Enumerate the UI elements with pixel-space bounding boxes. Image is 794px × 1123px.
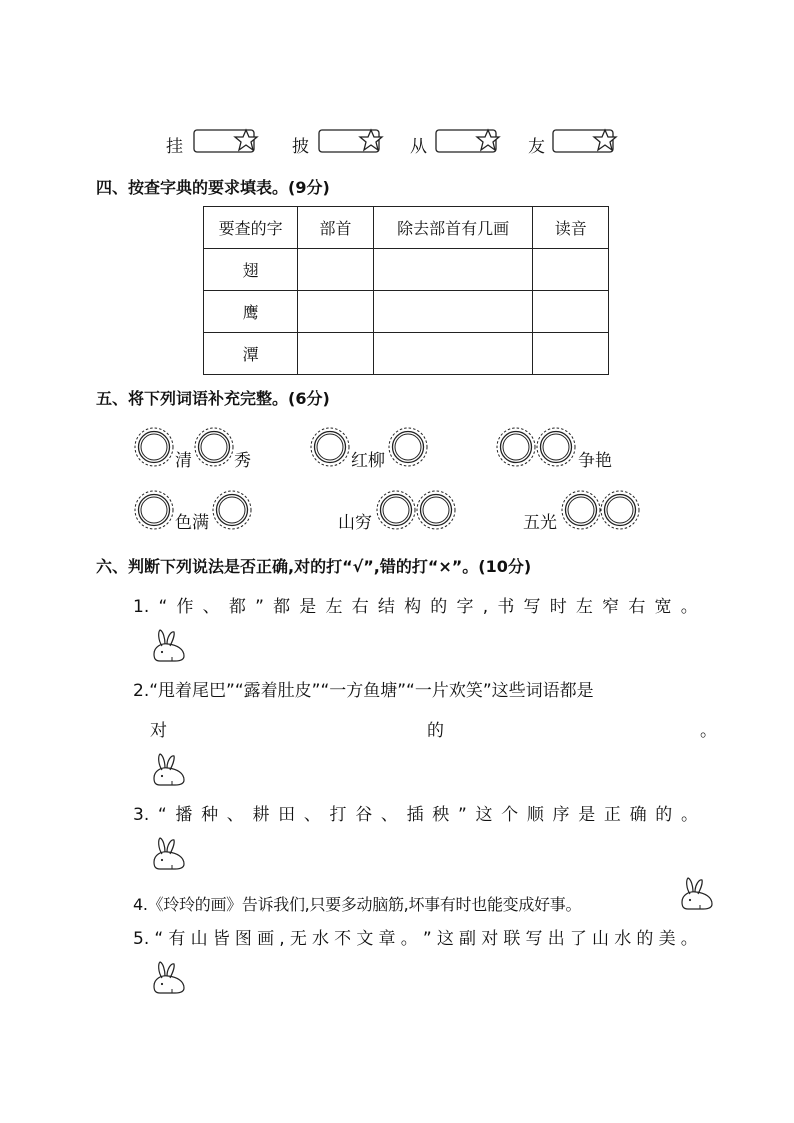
lookup-char: 潭	[204, 333, 298, 375]
star-answer-box[interactable]	[435, 128, 501, 154]
dictionary-table	[203, 206, 609, 375]
question-4: 4.《玲玲的画》告诉我们,只要多动脑筋,坏事有时也能变成好事。	[133, 895, 582, 914]
q-char: 播	[175, 805, 193, 825]
section-5-title: 五、将下列词语补充完整。(6分)	[96, 389, 330, 408]
fill-char: 披	[292, 137, 309, 157]
q-char: 右	[628, 597, 646, 617]
q-char: 、	[202, 597, 220, 617]
q-char: 、	[380, 805, 398, 825]
q-char: 这	[475, 805, 493, 825]
sun-answer-circle[interactable]	[310, 427, 350, 467]
q-char: 1.	[133, 597, 150, 617]
q-char: 、	[303, 805, 321, 825]
q-char: 章	[378, 929, 396, 949]
q-char: 时	[549, 597, 567, 617]
q-char: “	[154, 929, 164, 949]
sun-answer-circle[interactable]	[416, 490, 456, 530]
q-char: 图	[234, 929, 252, 949]
lookup-char: 鹰	[204, 291, 298, 333]
q-char: 。	[400, 929, 418, 949]
answer-cell[interactable]	[298, 249, 373, 291]
q-char: 左	[325, 597, 343, 617]
q-char: 顺	[526, 805, 544, 825]
q-char: 3.	[133, 805, 150, 825]
q-char: 的	[430, 597, 448, 617]
q-char: 确	[629, 805, 647, 825]
answer-cell[interactable]	[533, 249, 609, 291]
q-char: 山	[190, 929, 208, 949]
q-char: ”	[422, 929, 432, 949]
sun-answer-circle[interactable]	[376, 490, 416, 530]
q-char: 都	[273, 597, 291, 617]
lookup-char: 翅	[204, 249, 298, 291]
question-5	[133, 928, 698, 950]
sun-answer-circle[interactable]	[561, 490, 601, 530]
idiom-char: 争艳	[578, 451, 612, 471]
q-char: 字	[456, 597, 474, 617]
fill-char: 从	[410, 137, 427, 157]
q-char: 都	[228, 597, 246, 617]
rabbit-answer-icon[interactable]	[150, 752, 188, 788]
table-header-row	[204, 207, 609, 249]
q-char: 皆	[212, 929, 230, 949]
answer-cell[interactable]	[298, 291, 373, 333]
section-4-title: 四、按查字典的要求填表。(9分)	[96, 178, 330, 197]
idiom-char: 秀	[234, 451, 251, 471]
rabbit-answer-icon[interactable]	[678, 876, 716, 912]
q-char: 、	[226, 805, 244, 825]
q-char: 构	[404, 597, 422, 617]
q-char: 无	[289, 929, 307, 949]
q-char: 有	[168, 929, 186, 949]
q-char: 水	[614, 929, 632, 949]
q-char: 。	[680, 929, 698, 949]
answer-cell[interactable]	[533, 291, 609, 333]
sun-answer-circle[interactable]	[194, 427, 234, 467]
table-row	[204, 249, 609, 291]
q-char: 耕	[252, 805, 270, 825]
sun-answer-circle[interactable]	[600, 490, 640, 530]
answer-cell[interactable]	[373, 333, 533, 375]
q-char: 5.	[133, 929, 150, 949]
answer-cell[interactable]	[533, 333, 609, 375]
sun-answer-circle[interactable]	[212, 490, 252, 530]
answer-cell[interactable]	[298, 333, 373, 375]
q-char: 山	[592, 929, 610, 949]
q-char: 序	[552, 805, 570, 825]
q-char: 是	[299, 597, 317, 617]
q-char: “	[158, 597, 168, 617]
q-char: 。	[700, 721, 717, 741]
section-6-title: 六、判断下列说法是否正确,对的打“√”,错的打“×”。(10分)	[96, 557, 532, 576]
q-char: 田	[278, 805, 296, 825]
table-row	[204, 333, 609, 375]
q-char: 秧	[432, 805, 450, 825]
answer-cell[interactable]	[373, 249, 533, 291]
q-char: 。	[680, 597, 698, 617]
q-char: 画	[257, 929, 275, 949]
q-char: 宽	[654, 597, 672, 617]
sun-answer-circle[interactable]	[134, 490, 174, 530]
sun-answer-circle[interactable]	[496, 427, 536, 467]
q-char: 种	[201, 805, 219, 825]
question-2-line-1: 2.“甩着尾巴”“露着肚皮”“一方鱼塘”“一片欢笑”这些词语都是	[133, 681, 594, 701]
idiom-char: 五光	[523, 513, 557, 533]
q-char: 书	[497, 597, 515, 617]
fill-char: 友	[528, 137, 545, 157]
table-header: 要查的字	[204, 207, 298, 249]
table-header: 读音	[533, 207, 609, 249]
q-char: 对	[481, 929, 499, 949]
q-char: 文	[356, 929, 374, 949]
q-char: 的	[427, 721, 444, 741]
idiom-char: 山穷	[338, 513, 372, 533]
q-char: 对	[150, 721, 167, 741]
sun-answer-circle[interactable]	[388, 427, 428, 467]
sun-answer-circle[interactable]	[536, 427, 576, 467]
idiom-char: 红柳	[351, 451, 385, 471]
idiom-char: 色满	[175, 513, 209, 533]
q-char: ,	[482, 597, 489, 617]
rabbit-answer-icon[interactable]	[150, 960, 188, 996]
q-char: 个	[501, 805, 519, 825]
q-char: 左	[575, 597, 593, 617]
q-char: 写	[525, 929, 543, 949]
table-row	[204, 291, 609, 333]
table-header: 除去部首有几画	[373, 207, 533, 249]
star-answer-box[interactable]	[318, 128, 384, 154]
question-1	[133, 596, 698, 618]
q-char: “	[157, 805, 167, 825]
q-char: 谷	[355, 805, 373, 825]
rabbit-answer-icon[interactable]	[150, 836, 188, 872]
star-answer-box[interactable]	[193, 128, 259, 154]
table-header: 部首	[298, 207, 373, 249]
q-char: 右	[351, 597, 369, 617]
sun-answer-circle[interactable]	[134, 427, 174, 467]
question-3	[133, 804, 698, 826]
q-char: 水	[312, 929, 329, 949]
q-char: 这	[436, 929, 454, 949]
q-char: 打	[329, 805, 347, 825]
fill-char: 挂	[166, 137, 183, 157]
q-char: 的	[636, 929, 654, 949]
idiom-char: 清	[175, 451, 192, 471]
q-char: ,	[279, 929, 285, 949]
q-char: 不	[334, 929, 352, 949]
q-char: 出	[547, 929, 565, 949]
star-answer-box[interactable]	[552, 128, 618, 154]
q-char: 是	[578, 805, 596, 825]
rabbit-answer-icon[interactable]	[150, 628, 188, 664]
q-char: 副	[459, 929, 477, 949]
answer-cell[interactable]	[373, 291, 533, 333]
q-char: 美	[658, 929, 676, 949]
q-char: 作	[176, 597, 194, 617]
q-char: 结	[377, 597, 395, 617]
q-char: 的	[655, 805, 673, 825]
q-char: 联	[503, 929, 521, 949]
q-char: ”	[457, 805, 467, 825]
q-char: 窄	[602, 597, 620, 617]
q-char: ”	[255, 597, 264, 617]
q-char: 了	[569, 929, 587, 949]
q-char: 正	[603, 805, 621, 825]
q-char: 写	[523, 597, 541, 617]
q-char: 。	[680, 805, 698, 825]
q-char: 插	[406, 805, 424, 825]
